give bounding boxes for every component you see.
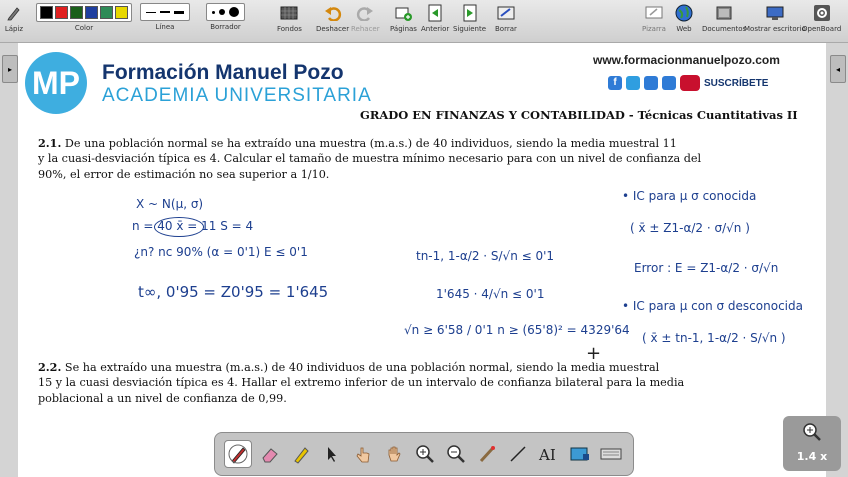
redo-button[interactable] (351, 3, 380, 33)
background-grid-icon (279, 3, 299, 23)
documents-icon (714, 3, 734, 23)
problem-2-line-3: poblacional a un nivel de confianza de 0,99. (38, 392, 287, 405)
zoom-in-icon (415, 444, 435, 464)
zoom-magnifier-icon (802, 422, 822, 446)
undo-icon (323, 3, 343, 23)
eraser-size-tool[interactable] (206, 3, 245, 31)
color-tool[interactable] (36, 3, 132, 32)
line-thick[interactable] (174, 11, 184, 14)
eraser-icon (260, 444, 280, 464)
hand-icon (384, 444, 404, 464)
zoom-indicator[interactable] (783, 416, 841, 471)
hand-tool-button[interactable] (381, 441, 407, 467)
course-title: GRADO EN FINANZAS Y CONTABILIDAD - Técnicas Cuantitativas II (360, 108, 798, 122)
hand-ic-unknown-formula: ( x̄ ± tn-1, 1-α/2 · S/√n ) (642, 331, 786, 345)
eraser-size-options (206, 3, 245, 21)
redo-icon (355, 3, 375, 23)
hand-distribution: X ~ N(μ, σ) (136, 197, 204, 211)
virtual-keyboard-button[interactable] (598, 441, 624, 467)
hand-error-formula: Error : E = Z1-α/2 · σ/√n (634, 261, 779, 275)
web-button[interactable] (674, 3, 694, 33)
clear-page-label: Borrar (495, 25, 517, 33)
eraser-medium[interactable] (219, 9, 225, 15)
camera-capture-icon (569, 444, 591, 464)
problem-1-line-3: 90%, el error de estimación no sea superior a 1/10. (38, 168, 330, 181)
problem-1-line-1 (38, 135, 677, 152)
text-icon (538, 444, 560, 464)
color-black[interactable] (40, 6, 53, 19)
right-panel-toggle[interactable] (830, 55, 846, 83)
board-button[interactable] (642, 3, 666, 33)
color-blue[interactable] (85, 6, 98, 19)
brand-title: Formación Manuel Pozo (102, 61, 344, 84)
undo-label: Deshacer (316, 25, 350, 33)
previous-page-label: Anterior (421, 25, 450, 33)
highlighter-icon (291, 444, 311, 464)
next-page-icon (460, 3, 480, 23)
show-desktop-label: Mostrar escritorio (744, 25, 806, 33)
hand-inequality-2: 1'645 · 4/√n ≤ 0'1 (436, 287, 545, 301)
main-toolbar (0, 0, 848, 43)
hand-ic-known-formula: ( x̄ ± Z1-α/2 · σ/√n ) (630, 221, 750, 235)
problem-2-line-1 (38, 359, 659, 376)
problem-2-text-1: Se ha extraído una muestra (m.a.s.) de 40 individuos de una población normal, siendo la media muestral (64, 361, 660, 374)
zoom-out-tool-button[interactable] (443, 441, 469, 467)
eraser-large[interactable] (229, 7, 239, 17)
settings-icon (812, 3, 832, 23)
eraser-small[interactable] (212, 11, 215, 14)
left-panel-toggle[interactable] (2, 55, 18, 83)
pages-button[interactable] (390, 3, 417, 33)
documents-button[interactable] (702, 3, 746, 33)
svg-text:AI: AI (539, 446, 556, 464)
floating-tool-bar (214, 432, 634, 476)
logo-letters: MP (32, 65, 80, 101)
pen-tool-button[interactable] (224, 440, 252, 468)
pen-icon (228, 444, 248, 464)
chevron-left-icon: ◂ (835, 64, 840, 74)
line-icon (508, 444, 528, 464)
add-page-icon (393, 3, 413, 23)
show-desktop-button[interactable] (744, 3, 806, 33)
whiteboard-page[interactable] (18, 43, 826, 477)
problem-1-line-2: y la cuasi-desviación típica es 4. Calcular el tamaño de muestra mínimo necesario para con un nivel de confianza del (38, 152, 702, 165)
line-thin[interactable] (146, 12, 156, 13)
next-page-button[interactable] (453, 3, 486, 33)
arrow-pointer-icon (322, 444, 342, 464)
subscribe-label[interactable]: SUSCRÍBETE (704, 77, 769, 89)
clear-page-icon (496, 3, 516, 23)
clear-page-button[interactable] (495, 3, 517, 33)
board-icon (644, 3, 664, 23)
previous-page-button[interactable] (421, 3, 449, 33)
pencil-tool[interactable] (4, 3, 24, 33)
next-page-label: Siguiente (453, 25, 487, 33)
documents-label: Documentos (702, 25, 747, 33)
color-green[interactable] (70, 6, 83, 19)
color-yellow[interactable] (115, 6, 128, 19)
keyboard-icon (600, 444, 622, 464)
zoom-in-tool-button[interactable] (412, 441, 438, 467)
backgrounds-label: Fondos (277, 25, 302, 33)
brand-subtitle: ACADEMIA UNIVERSITARIA (102, 85, 372, 106)
line-tool-button[interactable] (505, 441, 531, 467)
zoom-level: 1.4 x (796, 450, 828, 463)
hand-inequality-1: tn-1, 1-α/2 · S/√n ≤ 0'1 (416, 249, 555, 263)
backgrounds-button[interactable] (277, 3, 302, 33)
line-label: Línea (155, 23, 175, 31)
eraser-tool-button[interactable] (257, 441, 283, 467)
previous-page-icon (425, 3, 445, 23)
pages-label: Páginas (390, 25, 417, 33)
highlighter-tool-button[interactable] (288, 441, 314, 467)
instagram-icon[interactable] (644, 76, 658, 90)
pencil-label: Lápiz (4, 25, 24, 33)
line-width-options (140, 3, 190, 21)
left-side-panel (0, 43, 18, 477)
zoom-out-icon (446, 444, 466, 464)
capture-tool-button[interactable] (567, 441, 593, 467)
interact-tool-button[interactable] (350, 441, 376, 467)
website-url: www.formacionmanuelpozo.com (593, 53, 780, 67)
social-links (608, 75, 768, 91)
brand-logo (24, 51, 88, 119)
globe-icon (674, 3, 694, 23)
problem-1-number: 2.1. (38, 136, 62, 150)
openboard-button[interactable] (802, 3, 841, 33)
color-teal[interactable] (100, 6, 113, 19)
color-palette (36, 3, 132, 22)
selector-tool-button[interactable] (319, 441, 345, 467)
hand-ic-unknown: • IC para μ con σ desconocida (622, 299, 803, 313)
openboard-label: OpenBoard (802, 25, 842, 33)
web-label: Web (676, 25, 692, 33)
subscribe-icon[interactable] (680, 75, 700, 91)
desktop-icon (765, 3, 785, 23)
hand-result: √n ≥ 6'58 / 0'1 n ≥ (65'8)² = 4329'64 (404, 323, 630, 337)
facebook-icon[interactable]: f (608, 76, 622, 90)
eraser-label: Borrador (210, 23, 241, 31)
chevron-right-icon: ▸ (7, 64, 12, 74)
line-medium[interactable] (160, 11, 170, 13)
board-label: Pizarra (642, 25, 666, 33)
laser-pointer-icon (477, 444, 497, 464)
hand-circle-mark (154, 217, 204, 237)
pencil-icon (4, 3, 24, 23)
redo-label: Rehacer (351, 25, 380, 33)
hand-ic-known: • IC para μ σ conocida (622, 189, 757, 203)
undo-button[interactable] (316, 3, 349, 33)
hand-quantile: t∞, 0'95 = Z0'95 = 1'645 (138, 283, 329, 301)
laser-pointer-tool-button[interactable] (474, 441, 500, 467)
line-width-tool[interactable] (140, 3, 190, 31)
right-side-panel (826, 43, 848, 477)
twitter-icon[interactable] (626, 76, 640, 90)
hand-data: n = 40 x̄ = 11 S = 4 (132, 219, 254, 233)
problem-1-text-1: De una población normal se ha extraído una muestra (m.a.s.) de 40 individuos, siendo la media muestral 11 (64, 137, 677, 150)
problem-2-line-2: 15 y la cuasi desviación típica es 4. Hallar el extremo inferior de un intervalo de confianza bilateral para la media (38, 376, 685, 389)
problem-2-number: 2.2. (38, 360, 62, 374)
color-label: Color (74, 24, 94, 32)
pointing-hand-icon (353, 444, 373, 464)
hand-question: ¿n? nc 90% (α = 0'1) E ≤ 0'1 (134, 245, 308, 259)
crosshair-cursor-icon: + (586, 343, 602, 364)
text-tool-button[interactable] (536, 441, 562, 467)
color-red[interactable] (55, 6, 68, 19)
youtube-icon[interactable] (662, 76, 676, 90)
